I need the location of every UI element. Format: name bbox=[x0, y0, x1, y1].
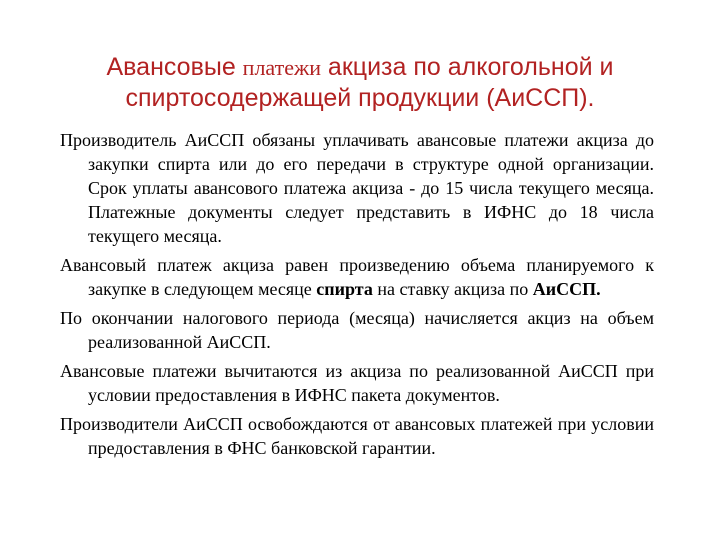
bold-term-spirit: спирта bbox=[316, 279, 373, 299]
paragraph-tax-period-end: По окончании налогового периода (месяца) начисляется акциз на объем реализованной АиССП. bbox=[60, 308, 654, 352]
paragraph-deduction: Авансовые платежи вычитаются из акциза по реализованной АиССП при условии предоставления в ИФНС пакета документов. bbox=[60, 361, 654, 405]
slide-title bbox=[60, 52, 660, 114]
paragraph-text-middle: на ставку акциза по bbox=[372, 279, 533, 299]
paragraph-text-start: Авансовый платеж акциза равен произведению объема планируемого к закупке в следующем месяце bbox=[60, 255, 654, 299]
paragraph-exemption: Производители АиССП освобождаются от авансовых платежей при условии предоставления в ФНС банковской гарантии. bbox=[60, 414, 654, 458]
title-part-3: акциза по алкогольной и спиртосодержащей продукции (АиССП). bbox=[125, 53, 614, 112]
title-part-1: Авансовые bbox=[106, 53, 243, 81]
slide-body bbox=[60, 128, 654, 465]
paragraph-advance-payment-obligation: Производитель АиССП обязаны уплачивать авансовые платежи акциза до закупки спирта или до его передачи в структуре одной организации. Срок уплаты авансового платежа акциза - до 15 числа текущего месяца. Платежные документы следует представить в ИФНС до 18 числа текущего месяца. bbox=[60, 130, 654, 246]
paragraph-advance-payment-amount bbox=[60, 253, 654, 301]
bold-term-product: АиССП. bbox=[532, 279, 601, 299]
title-part-2: платежи bbox=[242, 55, 321, 80]
